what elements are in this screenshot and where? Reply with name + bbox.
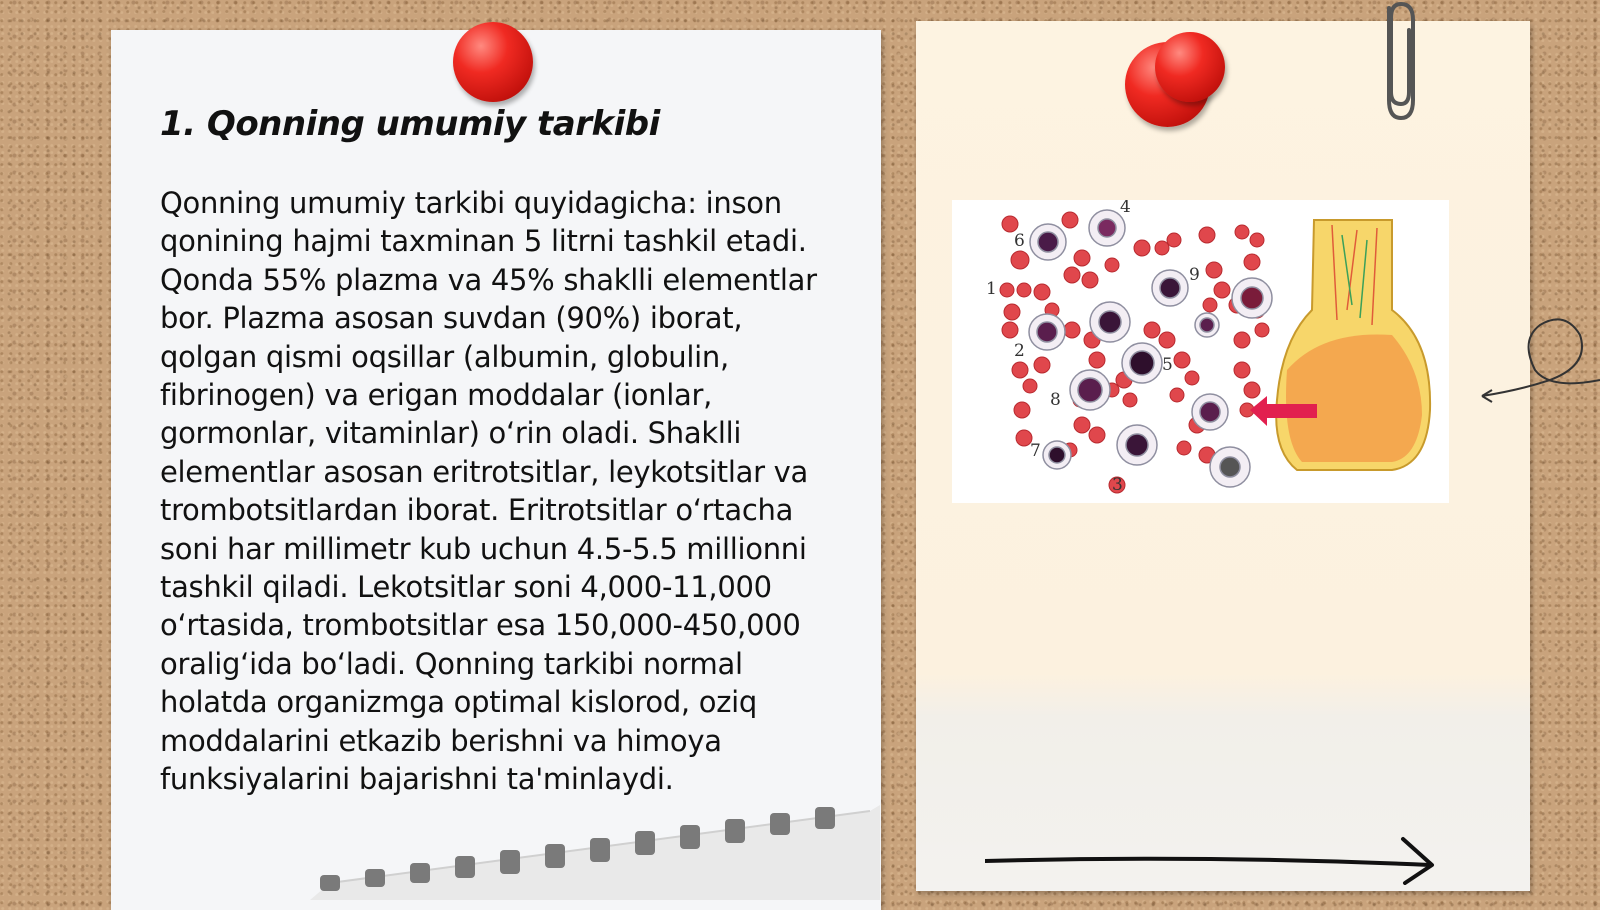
figure-label: 8 [1050, 390, 1061, 410]
paperclip-icon [1375, 0, 1419, 125]
figure-label: 3 [1112, 475, 1123, 495]
slide-body-text: Qonning umumiy tarkibi quyidagicha: inson qonining hajmi taxminan 5 litrni tashkil etadi. Qonda 55% plazma va 45% shaklli elementlar bor. Plazma asosan suvdan (90%) iborat, qolgan qismi oqsillar (albumin, globulin, fibrinogen) va erigan moddalar (ionlar, gormonlar, vitaminlar) o‘rin oladi. Shaklli elementlar asosan eritrotsitlar, leykotsitlar va trombotsitlardan iborat. Eritrotsitlar o‘rtacha soni har millimetr kub uchun 4.5-5.5 millionni tashkil qiladi. Lekotsitlar soni 4,000-11,000 o‘rtasida, trombotsitlar esa 150,000-450,000 oralig‘ida bo‘ladi. Qonning tarkibi normal holatda organizmga optimal kislorod, oziq moddalarini etkazib berishni va himoya funksiyalarini bajarishni ta'minlaydi. [160, 186, 817, 797]
figure-label: 5 [1162, 355, 1173, 375]
decorative-squiggle [1480, 310, 1600, 410]
figure-label: 2 [1014, 341, 1025, 361]
pushpin-icon [1155, 32, 1225, 102]
figure-label: 1 [986, 279, 997, 299]
blood-cells-bone-marrow-illustration [952, 200, 1449, 503]
figure-label: 9 [1189, 265, 1200, 285]
torn-notebook-strip [310, 805, 880, 900]
figure-label: 4 [1120, 200, 1131, 217]
pushpin-icon [453, 22, 533, 102]
figure-label: 6 [1014, 231, 1025, 251]
arrow-right-icon [985, 835, 1445, 885]
figure-label: 7 [1030, 441, 1041, 461]
slide-title: 1. Qonning umumiy tarkibi [160, 104, 660, 144]
